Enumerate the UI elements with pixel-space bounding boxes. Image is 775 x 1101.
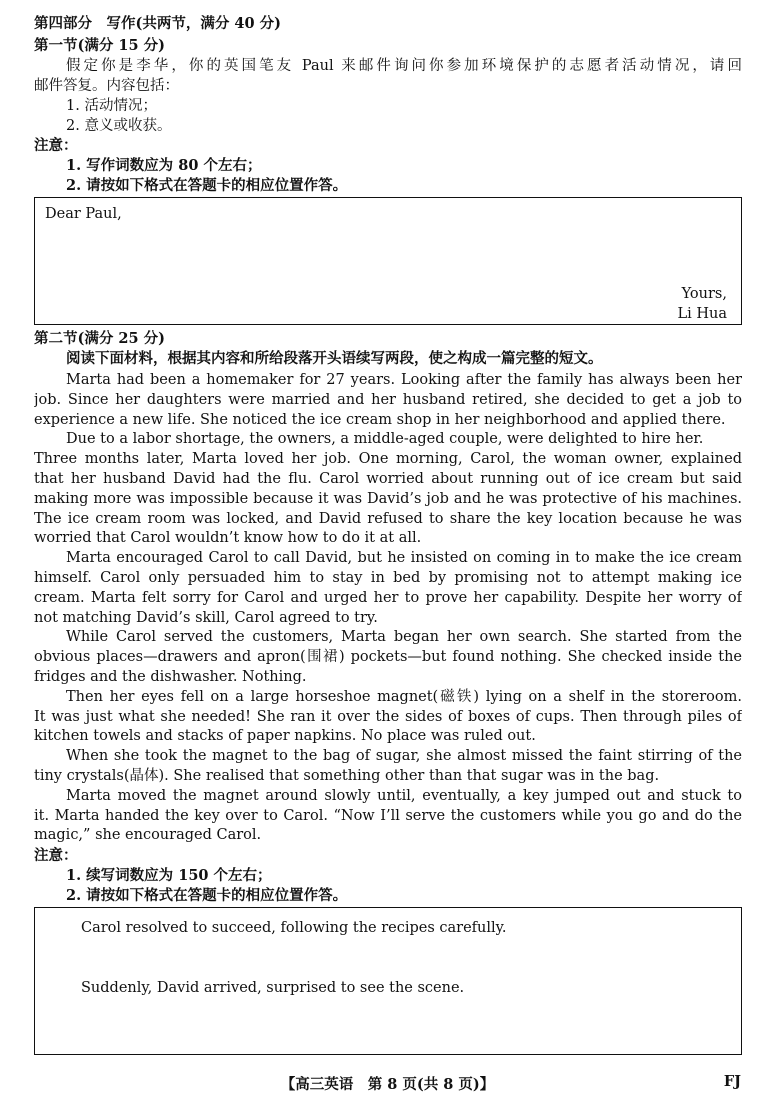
passage-line: making more was impossible because it was David’s job and he was protective of his machines. bbox=[34, 490, 742, 507]
section1-point1: 1. 活动情况； bbox=[66, 98, 157, 114]
passage-line: The ice cream room was locked, and David refused to share the key location because he was bbox=[34, 510, 742, 527]
section1-prompt-line2: 邮件答复。内容包括： bbox=[34, 78, 179, 94]
section2-note1: 1. 续写词数应为 150 个左右； bbox=[66, 867, 272, 884]
part-title: 第四部分 写作(共两节，满分 40 分) bbox=[34, 15, 281, 32]
section2-heading: 第二节(满分 25 分) bbox=[34, 330, 165, 347]
section1-note-label: 注意： bbox=[34, 137, 78, 154]
letter-signature: Li Hua bbox=[677, 306, 727, 322]
section1-point2: 2. 意义或收获。 bbox=[66, 118, 172, 134]
passage-line: Then her eyes fell on a large horseshoe magnet(磁铁) lying on a shelf in the storeroom. bbox=[66, 688, 742, 705]
passage-line: himself. Carol only persuaded him to stay in bed by promising not to attempt making ice bbox=[34, 570, 742, 586]
section2-note2: 2. 请按如下格式在答题卡的相应位置作答。 bbox=[66, 887, 348, 904]
passage-line: it. Marta handed the key over to Carol. “Now I’ll serve the customers while you go and do the bbox=[34, 807, 742, 824]
section1-note2: 2. 请按如下格式在答题卡的相应位置作答。 bbox=[66, 177, 348, 194]
passage-line: that her husband David had the flu. Carol worried about running out of ice cream but said bbox=[34, 471, 742, 487]
passage-line: obvious places—drawers and apron(围裙) pockets—but found nothing. She checked inside the bbox=[34, 649, 742, 666]
passage-line: magic,” she encouraged Carol. bbox=[34, 827, 262, 844]
section2-note-label: 注意： bbox=[34, 847, 78, 864]
passage-line: worried that Carol wouldn’t know how to do it at all. bbox=[34, 530, 422, 547]
continuation-para2-opening: Suddenly, David arrived, surprised to see the scene. bbox=[81, 980, 465, 996]
footer-code: FJ bbox=[723, 1073, 741, 1090]
section1-heading: 第一节(满分 15 分) bbox=[34, 37, 165, 54]
passage-line: cream. Marta felt sorry for Carol and urged her to prove her capability. Despite her worry of bbox=[34, 589, 742, 606]
page-footer: 【高三英语 第 8 页(共 8 页)】 bbox=[280, 1076, 495, 1093]
passage-line: fridges and the dishwasher. Nothing. bbox=[34, 669, 307, 685]
letter-closing: Yours, bbox=[681, 286, 727, 302]
passage-line: Marta encouraged Carol to call David, but he insisted on coming in to make the ice cream bbox=[66, 550, 742, 567]
letter-greeting: Dear Paul, bbox=[45, 206, 122, 222]
passage-line: tiny crystals(晶体). She realised that something other than that sugar was in the bag. bbox=[34, 768, 660, 784]
passage-line: experience a new life. She noticed the ice cream shop in her neighborhood and applied there. bbox=[34, 411, 726, 428]
passage-line: It was just what she needed! She ran it over the sides of boxes of cups. Then through piles of bbox=[34, 708, 742, 725]
continuation-answer-box bbox=[34, 907, 742, 1055]
passage-line: While Carol served the customers, Marta began her own search. She started from the bbox=[66, 629, 742, 646]
passage-line: not matching David’s skill, Carol agreed to try. bbox=[34, 609, 378, 626]
section1-note1: 1. 写作词数应为 80 个左右； bbox=[66, 157, 262, 174]
passage-line: Due to a labor shortage, the owners, a middle-aged couple, were delighted to hire her. bbox=[66, 431, 704, 448]
passage-line: Marta had been a homemaker for 27 years. Looking after the family has always been her bbox=[66, 372, 742, 388]
passage-line: Marta moved the magnet around slowly until, eventually, a key jumped out and stuck to bbox=[66, 787, 742, 804]
passage-line: When she took the magnet to the bag of sugar, she almost missed the faint stirring of the bbox=[66, 748, 742, 765]
continuation-para1-opening: Carol resolved to succeed, following the recipes carefully. bbox=[81, 920, 507, 936]
passage-line: kitchen towels and stacks of paper napkins. No place was ruled out. bbox=[34, 728, 536, 745]
passage-line: Three months later, Marta loved her job. One morning, Carol, the woman owner, explained bbox=[34, 451, 742, 468]
section1-prompt-line1: 假定你是李华，你的英国笔友 Paul 来邮件询问你参加环境保护的志愿者活动情况，请回 bbox=[66, 58, 742, 74]
letter-answer-box bbox=[34, 197, 742, 325]
passage-line: job. Since her daughters were married and her husband retired, she decided to get a job to bbox=[34, 391, 742, 408]
section2-instruction: 阅读下面材料，根据其内容和所给段落开头语续写两段，使之构成一篇完整的短文。 bbox=[66, 350, 603, 367]
